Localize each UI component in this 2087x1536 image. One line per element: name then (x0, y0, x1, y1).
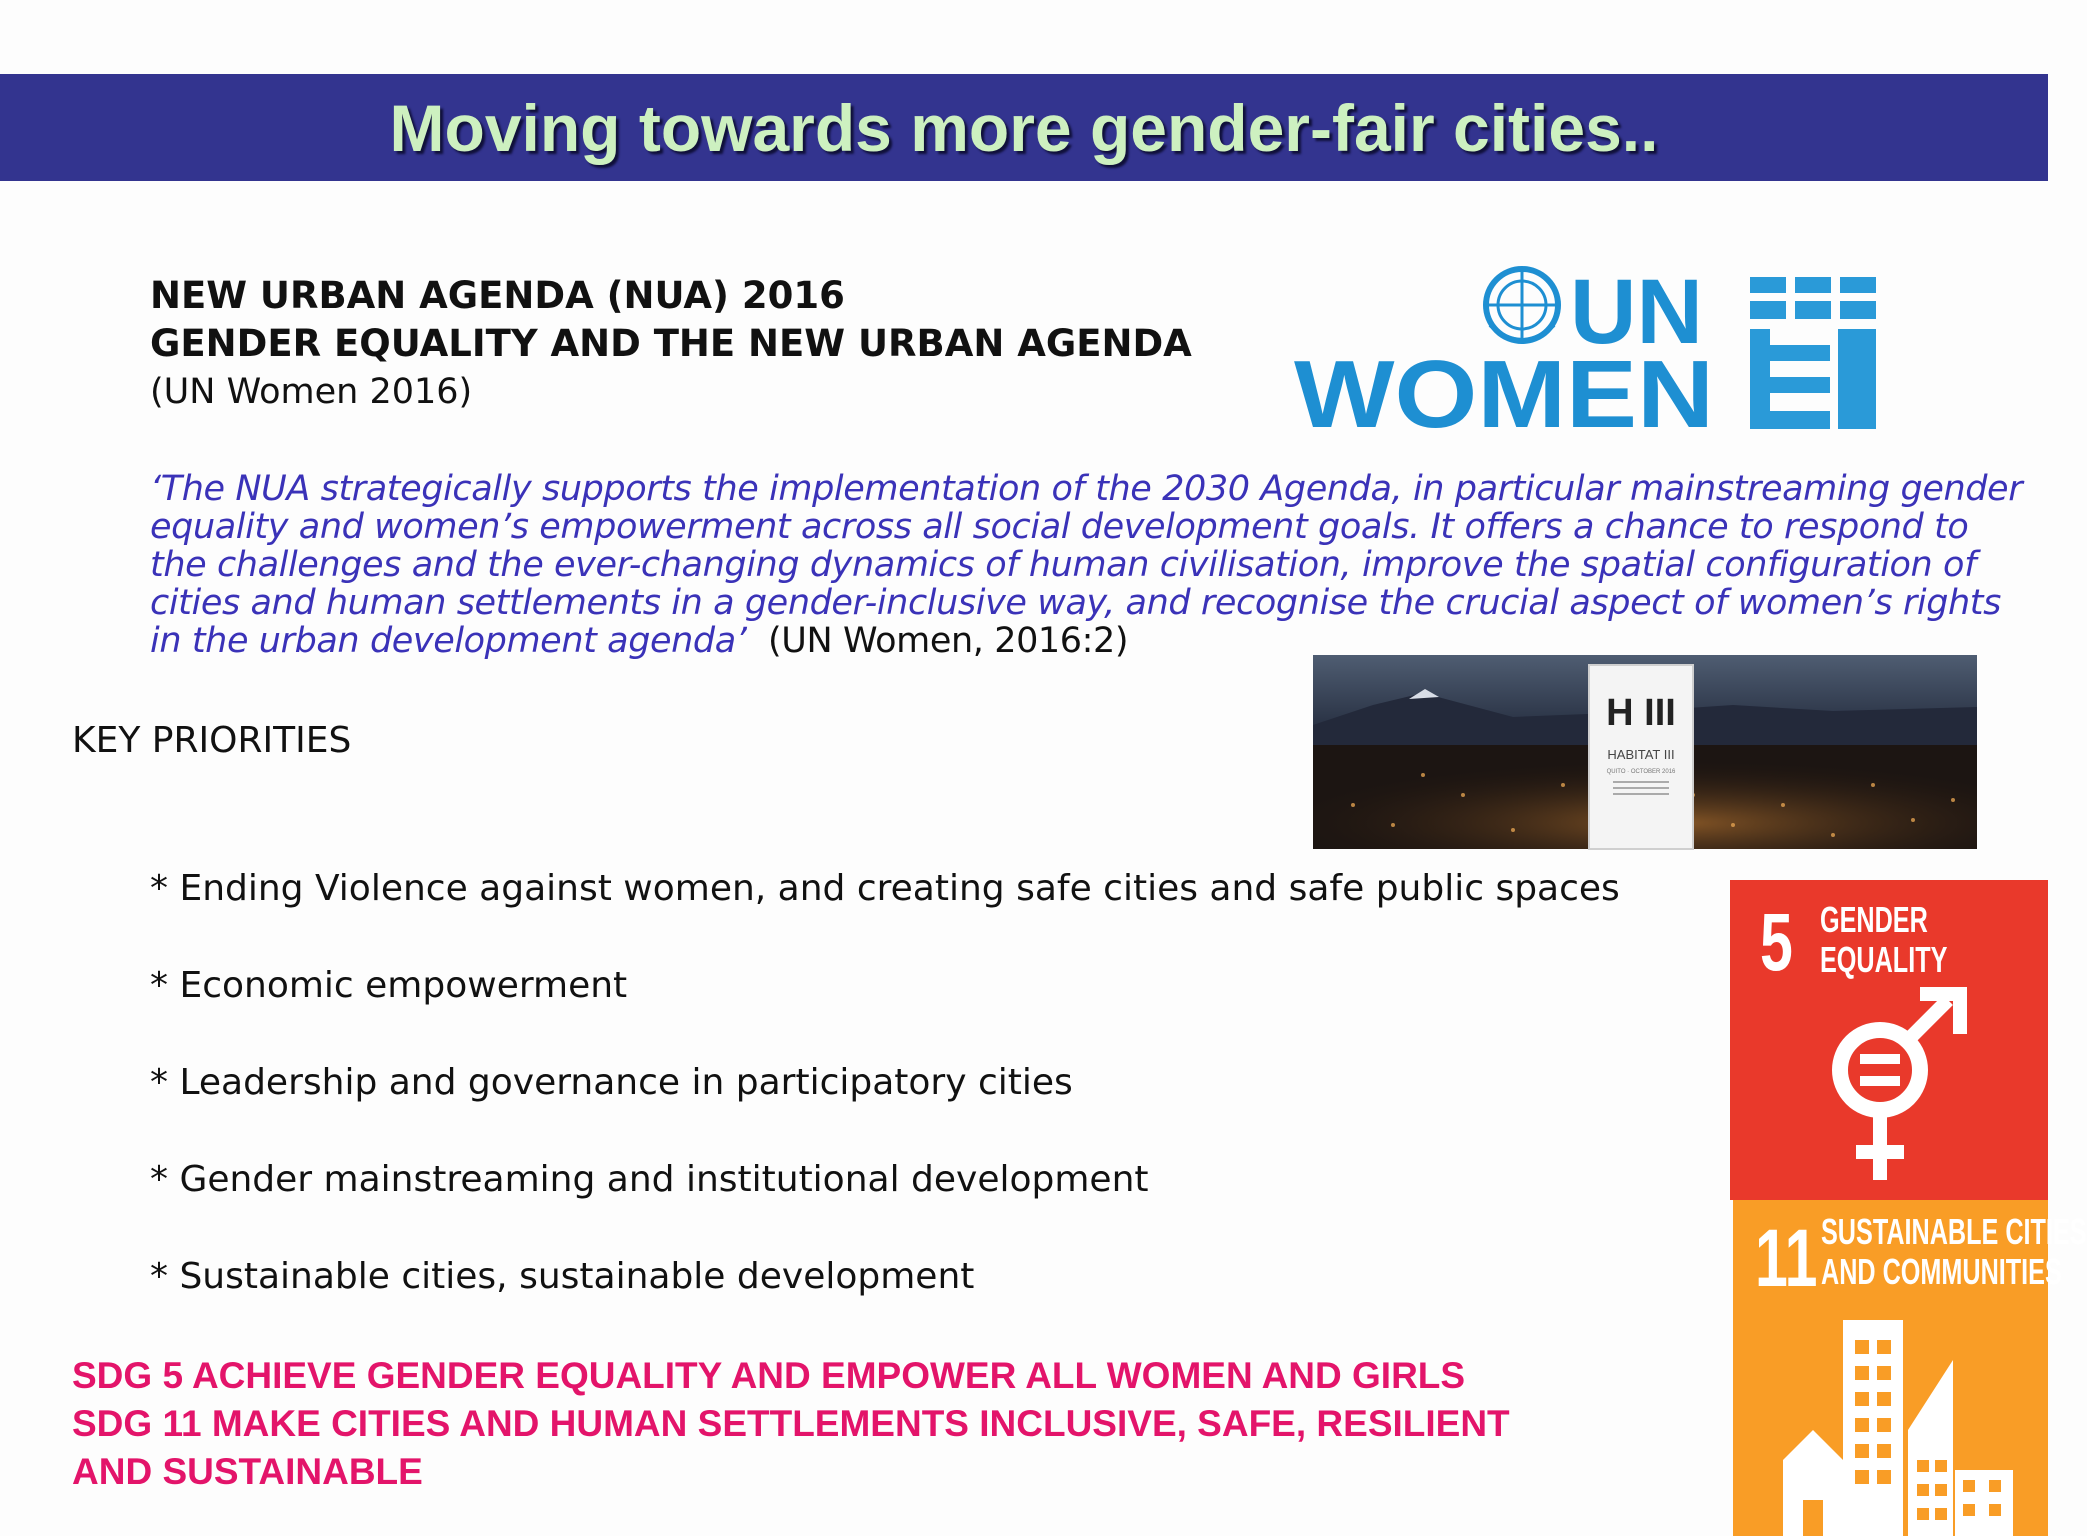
sdg-line: SDG 5 ACHIEVE GENDER EQUALITY AND EMPOWER ALL WOMEN AND GIRLS (72, 1355, 1466, 1396)
sdg-line: SDG 11 MAKE CITIES AND HUMAN SETTLEMENTS INCLUSIVE, SAFE, RESILIENT (72, 1403, 1510, 1444)
sdg11-number: 11 (1755, 1213, 1818, 1304)
priority-item: * Economic empowerment (150, 965, 628, 1006)
quote-text: ‘The NUA strategically supports the implementation of the 2030 Agenda, in particular mainstreaming gender equality and women’s empowerment across all social development goals. It offers a chance to respond to the challenges and the ever-changing dynamics of human civilisation, improve the spatial configuration of cities and human settlements in a gender-inclusive way, and recognise the crucial aspect of women’s rights in the urban development agenda’ (150, 469, 2023, 661)
title-bar (0, 74, 2048, 181)
sdg5-tile (1730, 880, 2048, 1200)
sdg11-tile (1733, 1200, 2087, 1536)
sdg-line: AND SUSTAINABLE (72, 1451, 423, 1492)
sdg11-label-line1: SUSTAINABLE CITIES (1821, 1211, 2087, 1252)
heading-line-2: GENDER EQUALITY AND THE NEW URBAN AGENDA (150, 322, 1192, 365)
habitat-mark: H III (1606, 692, 1676, 734)
heading-source: (UN Women 2016) (150, 372, 473, 412)
un-women-text-line2: WOMEN (1294, 341, 1714, 448)
priority-item: * Sustainable cities, sustainable development (150, 1256, 975, 1297)
gender-equality-icon (1820, 990, 1970, 1190)
slide-title: Moving towards more gender-fair cities.. (389, 90, 1659, 165)
habitat-name: HABITAT III (1607, 747, 1675, 762)
women-symbol-icon (1750, 277, 1876, 429)
quote-citation: (UN Women, 2016:2) (767, 621, 1129, 661)
sdg5-label-line1: GENDER (1820, 899, 1928, 940)
un-emblem-icon (1486, 269, 1558, 341)
nua-quote (150, 470, 2030, 660)
priorities-list (150, 862, 1620, 1347)
priority-item: * Ending Violence against women, and creating safe cities and safe public spaces (150, 868, 1620, 909)
habitat-sub: QUITO · OCTOBER 2016 (1606, 769, 1676, 775)
sdg11-label-line2: AND COMMUNITIES (1821, 1251, 2062, 1292)
heading-block (150, 272, 1192, 416)
priority-item: * Gender mainstreaming and institutional development (150, 1159, 1149, 1200)
un-women-logo (1290, 261, 1910, 448)
un-women-text-line1: UN (1570, 261, 1703, 363)
sustainable-cities-icon (1783, 1320, 2013, 1536)
sdg-statements (72, 1352, 1510, 1496)
key-priorities-label: KEY PRIORITIES (72, 720, 352, 761)
habitat-iii-image (1313, 655, 1977, 849)
priority-item: * Leadership and governance in participatory cities (150, 1062, 1073, 1103)
sdg5-label-line2: EQUALITY (1820, 939, 1948, 980)
sdg5-number: 5 (1760, 897, 1793, 988)
heading-line-1: NEW URBAN AGENDA (NUA) 2016 (150, 274, 845, 317)
